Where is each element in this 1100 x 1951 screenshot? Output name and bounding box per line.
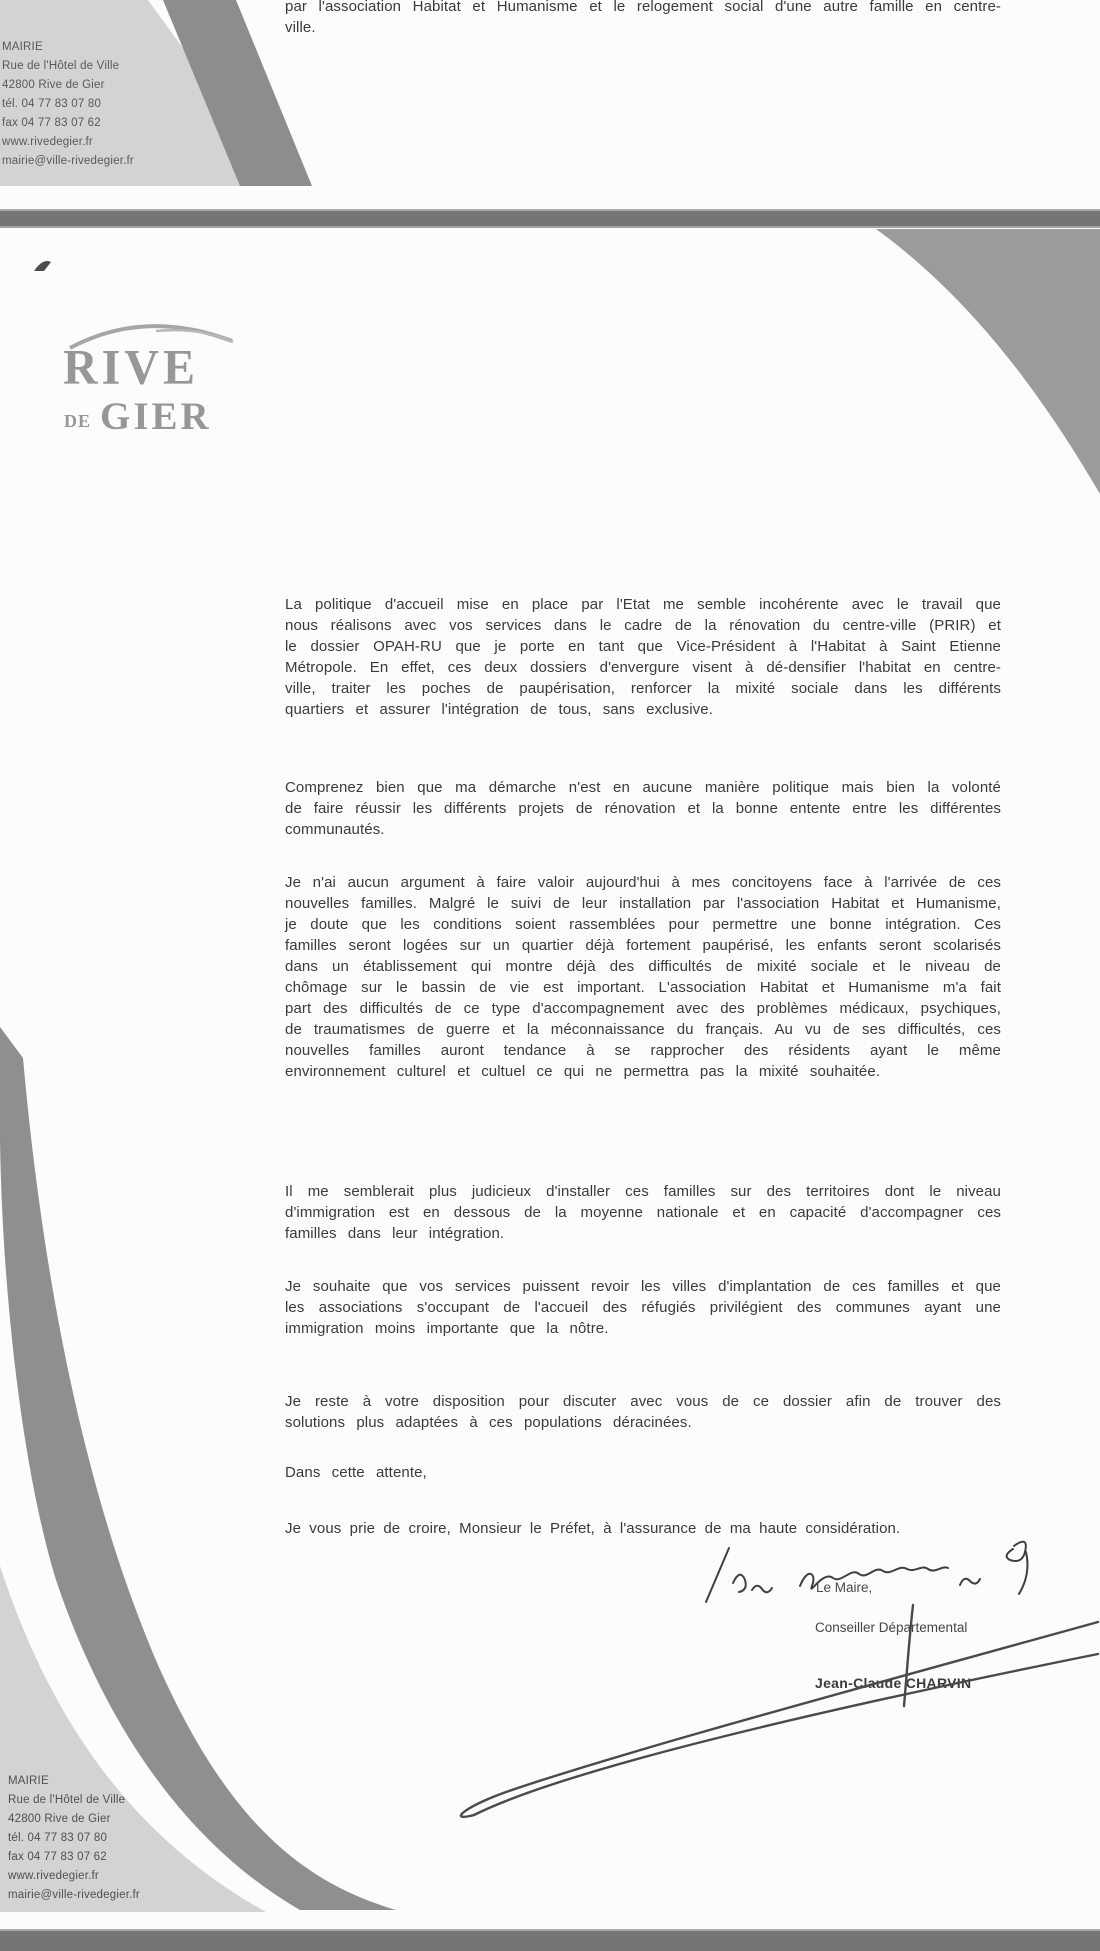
address-line: www.rivedegier.fr <box>2 136 93 148</box>
logo-word-gier: GIER <box>100 395 212 438</box>
address-line: mairie@ville-rivedegier.fr <box>8 1889 140 1901</box>
page2-corner-swoosh <box>876 229 1100 494</box>
page-separator-bar-top <box>0 209 1100 228</box>
logo-word-de: DE <box>64 411 92 431</box>
address-line: tél. 04 77 83 07 80 <box>8 1832 108 1844</box>
page1-fragment-paragraph: par l'association Habitat et Humanisme et le relogement social d'une autre famille en centre-ville. <box>285 0 1001 36</box>
address-line: Rue de l'Hôtel de Ville <box>8 1794 126 1806</box>
closing-line: Dans cette attente, <box>285 1464 427 1481</box>
page1-sender-address <box>2 38 134 171</box>
address-line: fax 04 77 83 07 62 <box>2 117 101 129</box>
letter-paragraph: La politique d'accueil mise en place par l'Etat me semble incohérente avec le travail que nous réalisons avec vos services dans le cadre de la rénovation du centre-ville (PRIR) et le dossier OPAH-RU que je porte en tant que Vice-Président à l'Habitat à Saint Etienne Métropole. En effet, ces deux dossiers d'envergure visent à dé-densifier l'habitat en centre-ville, traiter les poches de paupérisation, renforcer la mixité sociale dans les différents quartiers et assurer l'intégration de tous, sans exclusive. <box>285 596 1001 718</box>
signature-title-mayor: Le Maire, <box>816 1580 873 1595</box>
letter-paragraph: Comprenez bien que ma démarche n'est en aucune manière politique mais bien la volonté de faire réussir les différents projets de rénovation et la bonne entente entre les différentes communautés. <box>285 779 1001 838</box>
salutation-line: Je vous prie de croire, Monsieur le Préfet, à l'assurance de ma haute considération. <box>285 1520 901 1537</box>
address-line: www.rivedegier.fr <box>8 1870 99 1882</box>
logo-word-rive: RIVE <box>63 339 200 396</box>
address-line: MAIRIE <box>8 1775 49 1787</box>
page-separator-bar-bottom <box>0 1929 1100 1951</box>
rive-de-gier-logo <box>60 300 290 450</box>
address-line: tél. 04 77 83 07 80 <box>2 98 102 110</box>
letter-paragraph: Je reste à votre disposition pour discuter avec vous de ce dossier afin de trouver des solutions plus adaptées à ces populations déracinées. <box>285 1393 1001 1431</box>
address-line: Rue de l'Hôtel de Ville <box>2 60 120 72</box>
signatory-name: Jean-Claude CHARVIN <box>815 1675 972 1691</box>
address-line: 42800 Rive de Gier <box>8 1813 111 1825</box>
signature-title-councillor: Conseiller Départemental <box>815 1620 968 1635</box>
address-line: MAIRIE <box>2 41 43 53</box>
letter-paragraph: Il me semblerait plus judicieux d'installer ces familles sur des territoires dont le niveau d'immigration est en dessous de la moyenne nationale et en capacité d'accompagner ces familles dans leur intégration. <box>285 1183 1001 1242</box>
address-line: 42800 Rive de Gier <box>2 79 105 91</box>
letter-paragraph: Je souhaite que vos services puissent revoir les villes d'implantation de ces familles et que les associations s'occupant de l'accueil des réfugiés privilégient des communes ayant une immigration moins importante que la nôtre. <box>285 1278 1001 1337</box>
address-line: fax 04 77 83 07 62 <box>8 1851 107 1863</box>
letter-paragraph: Je n'ai aucun argument à faire valoir aujourd'hui à mes concitoyens face à l'arrivée de ces nouvelles familles. Malgré le suivi de leur installation par l'association Habitat et Humanisme, je doute que les conditions soient rassemblées pour permettre une bonne intégration. Ces familles seront logées sur un quartier déjà fortement paupérisé, les enfants seront scolarisés dans un établissement qui montre déjà des difficultés de mixité sociale et le niveau de chômage sur le bassin de vie est important. L'association Habitat et Humanisme m'a fait part des difficultés de ce type d'accompagnement avec des problèmes médicaux, psychiques, de traumatismes de guerre et la méconnaissance du français. Au vu de ses difficultés, ces nouvelles familles auront tendance à se rapprocher des résidents ayant le même environnement culturel et cultuel ce qui ne permettra pas la mixité souhaitée. <box>285 874 1001 1080</box>
scan-artifact-mark <box>34 261 51 271</box>
address-line: mairie@ville-rivedegier.fr <box>2 155 134 167</box>
page2-sender-address <box>8 1772 140 1905</box>
